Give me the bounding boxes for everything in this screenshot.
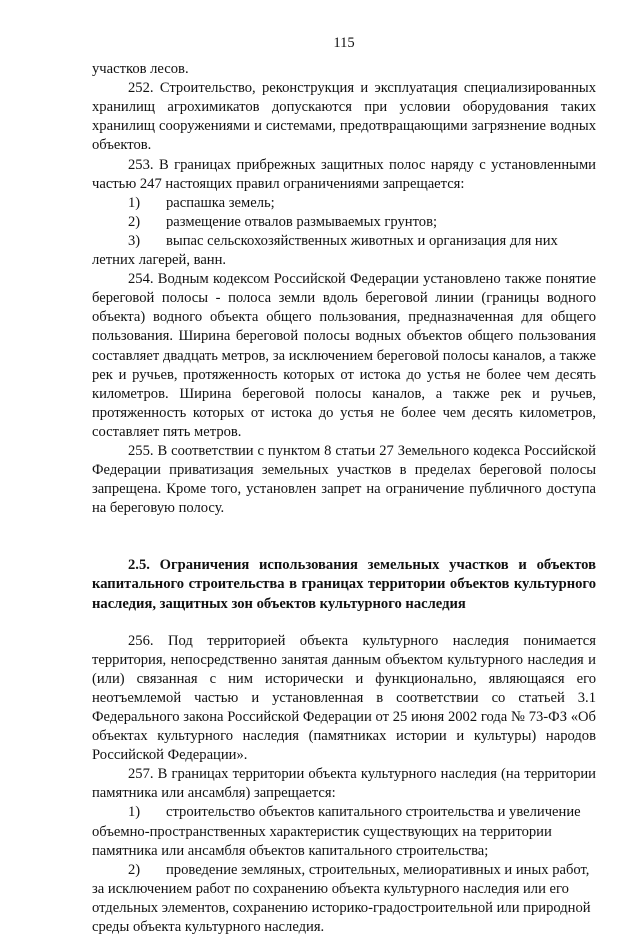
list-item — [92, 194, 596, 213]
paragraph: участков лесов. — [92, 61, 189, 78]
list-item — [92, 861, 596, 937]
list-item — [92, 803, 596, 860]
list-item-text: строительство объектов капитального строительства и увеличение объемно-пространственных характеристик существующих на территории памятника или ансамбля объектов капитального строительства; — [92, 804, 581, 859]
list-item-text: проведение земляных, строительных, мелиоративных и иных работ, за исключением работ по сохранению объекта культурного наследия или его отдельных элементов, сохранению историко-градостроительной или природной среды объекта культурного наследия. — [92, 861, 591, 936]
paragraph: 256. Под территорией объекта культурного наследия понимается территория, непосредственно занятая данным объектом культурного наследия и (или) связанная с ним исторически и функционально, являющаяся его неотъемлемой частью и установленная в соответствии со статьей 3.1 Федерального закона Российской Федерации от 25 июня 2002 года № 73-ФЗ «Об объектах культурного наследия (памятниках истории и культуры) народов Российской Федерации». — [92, 632, 596, 764]
list-item-number: 3) — [128, 232, 141, 249]
paragraph: 255. В соответствии с пунктом 8 статьи 27 Земельного кодекса Российской Федерации приватизация земельных участков в пределах береговой полосы запрещена. Кроме того, установлен запрет на ограничение публичного доступа на береговую полосу. — [92, 442, 596, 517]
list-item-text: распашка земель; — [166, 194, 275, 211]
paragraph: 257. В границах территории объекта культурного наследия (на территории памятника или ансамбля) запрещается: — [92, 766, 596, 802]
document-body — [92, 60, 596, 937]
document-page — [92, 34, 596, 937]
list-item-number: 1) — [128, 804, 141, 821]
list-item-text: размещение отвалов размываемых грунтов; — [166, 213, 438, 230]
section-heading: 2.5. Ограничения использования земельных участков и объектов капитального строительства в границах территории объектов культурного наследия, защитных зон объектов культурного наследия — [92, 557, 596, 612]
paragraph: 253. В границах прибрежных защитных полос наряду с установленными частью 247 настоящих правил ограничениями запрещается: — [92, 156, 596, 192]
list-item — [92, 213, 596, 232]
list-item-text: выпас сельскохозяйственных животных и организация для них летних лагерей, ванн. — [92, 232, 558, 269]
list-item — [92, 232, 596, 270]
list-item-number: 2) — [128, 213, 141, 230]
paragraph: 254. Водным кодексом Российской Федерации установлено также понятие береговой полосы - полоса земли вдоль береговой линии (границы водного объекта) водного объекта общего пользования, предназначенная для общего пользования. Ширина береговой полосы водных объектов общего пользования составляет двадцать метров, за исключением береговой полосы каналов, а также рек и ручьев, протяженность которых от истока до устья не более чем десять километров. Ширина береговой полосы каналов, а также рек и ручьев, протяженность которых от истока до устья не более чем десять километров, составляет пять метров. — [92, 271, 596, 440]
list-item-number: 2) — [128, 861, 141, 878]
page-number: 115 — [333, 35, 355, 51]
paragraph: 252. Строительство, реконструкция и эксплуатация специализированных хранилищ агрохимикатов допускаются при условии оборудования таких хранилищ сооружениями и системами, предотвращающими загрязнение водных объектов. — [92, 80, 596, 154]
list-item-number: 1) — [128, 194, 141, 211]
